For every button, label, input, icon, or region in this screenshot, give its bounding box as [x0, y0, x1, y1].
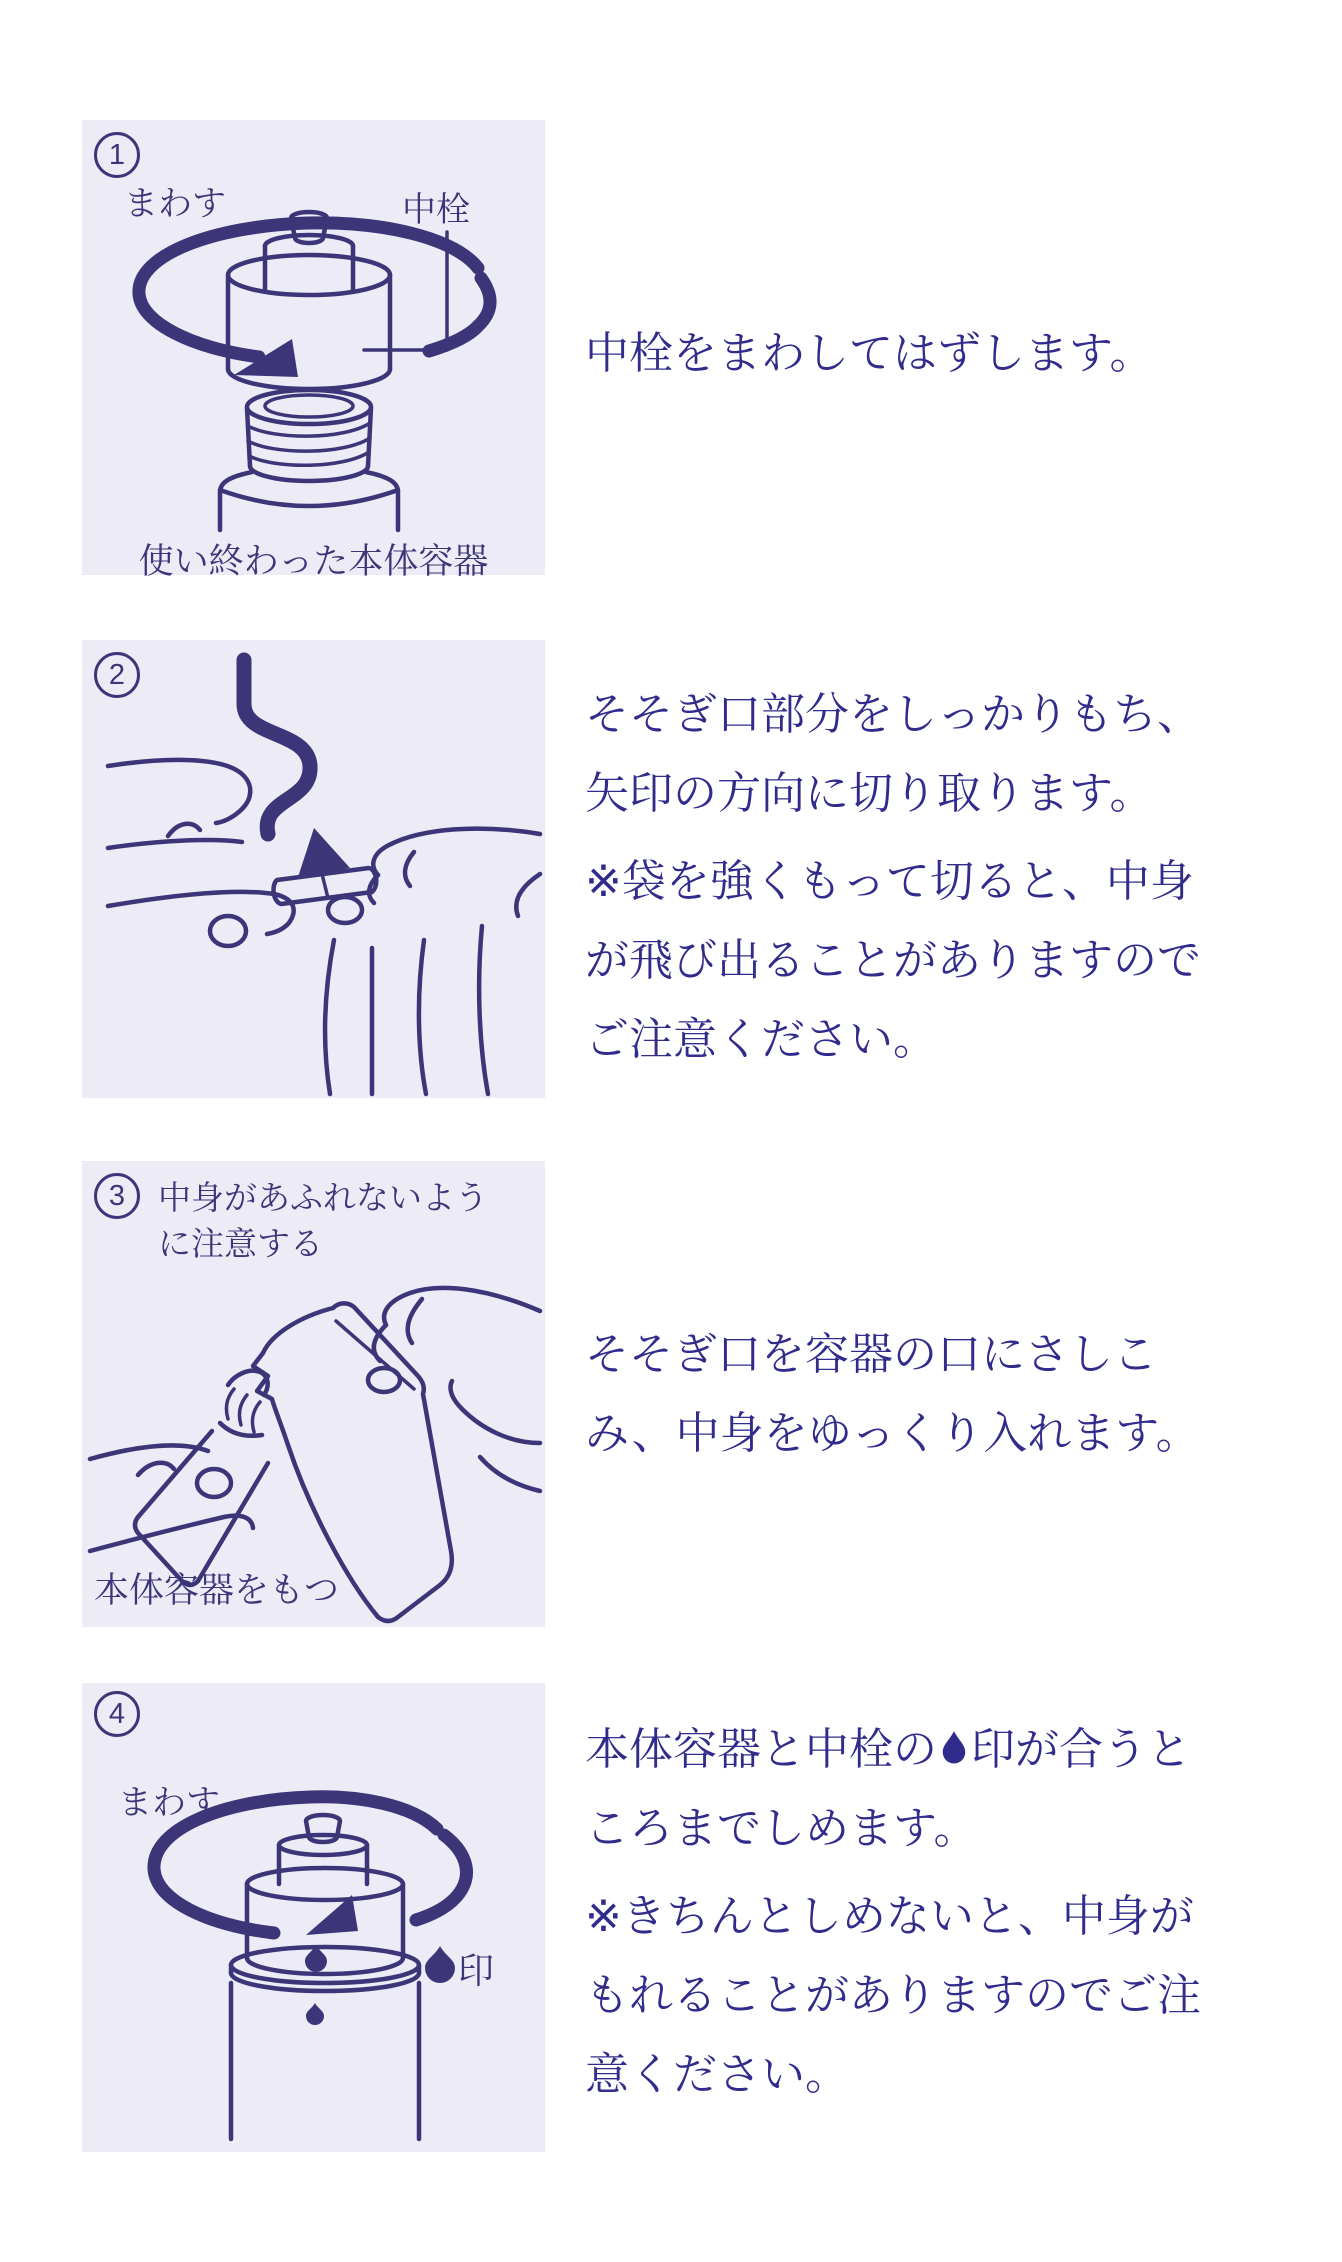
note-line: ご注意ください。 [585, 1015, 937, 1064]
note-line: 意ください。 [585, 2050, 849, 2099]
step-number-badge [94, 1691, 140, 1737]
step4-description [585, 1710, 1201, 2114]
description-line [585, 1710, 1201, 1789]
left-hand-drawing [108, 760, 294, 946]
step3-panel [82, 1161, 545, 1627]
bottle-neck-drawing [220, 390, 398, 530]
description-line: ころまでしめます。 [585, 1804, 978, 1853]
note-line: が飛び出ることがありますので [585, 936, 1201, 985]
drop-mark-icon [939, 1728, 969, 1769]
description-line: 中栓をまわしてはずします。 [585, 329, 1154, 378]
description-line: そそぎ口部分をしっかりもち、 [585, 690, 1201, 739]
drop-mark-label: 印 [458, 1950, 495, 1991]
caution-note [585, 1877, 1201, 2114]
drop-mark-legend-icon [425, 1946, 455, 1983]
description-text: 印が合うと [971, 1725, 1191, 1774]
inner-stopper-label: 中栓 [402, 191, 470, 229]
caution-note [585, 842, 1201, 1079]
label-pointer-line [364, 232, 447, 350]
panel3-warning-header [158, 1175, 488, 1267]
step3-description [585, 1315, 1200, 1473]
step2-description [585, 675, 1201, 1079]
panel1-caption: 使い終わった本体容器 [138, 542, 489, 581]
description-text: 本体容器と中栓の [585, 1725, 937, 1774]
step1-description [585, 314, 1153, 393]
drop-mark-icon [306, 2003, 324, 2025]
step1-panel [82, 120, 545, 581]
description-line: 矢印の方向に切り取ります。 [585, 769, 1154, 818]
right-hand-drawing [368, 1288, 540, 1491]
note-line: ※きちんとしめないと、中身が [585, 1892, 1194, 1941]
step-number-badge [94, 132, 140, 178]
bottle-drawing [135, 1371, 268, 1585]
description-line: そそぎ口を容器の口にさしこ [585, 1330, 1157, 1379]
step-number: 4 [108, 1697, 126, 1730]
step-number: 3 [108, 1179, 126, 1212]
note-line: もれることがありますのでご注 [585, 1971, 1201, 2020]
step2-panel [82, 640, 545, 1098]
tear-direction-arrow-icon [244, 660, 350, 877]
tear-pouch-illustration [82, 640, 545, 1098]
warning-header-line: 中身があふれないよう [158, 1179, 488, 1216]
step-number-badge [94, 652, 140, 698]
capped-bottle-drawing [231, 1815, 419, 2139]
step-number: 1 [108, 138, 126, 171]
warning-header-line: に注意する [158, 1225, 323, 1262]
note-line: ※袋を強くもって切ると、中身 [585, 857, 1194, 906]
left-hand-drawing [90, 1445, 253, 1551]
turn-label: まわす [124, 185, 226, 223]
close-cap-illustration [82, 1683, 545, 2152]
description-line: み、中身をゆっくり入れます。 [585, 1409, 1200, 1458]
panel3-caption: 本体容器をもつ [94, 1571, 340, 1610]
step4-panel [82, 1683, 545, 2152]
turn-label: まわす [118, 1784, 220, 1822]
step-number-badge [94, 1173, 140, 1219]
rotation-arrow-icon [139, 223, 490, 377]
step-number: 2 [108, 658, 126, 691]
